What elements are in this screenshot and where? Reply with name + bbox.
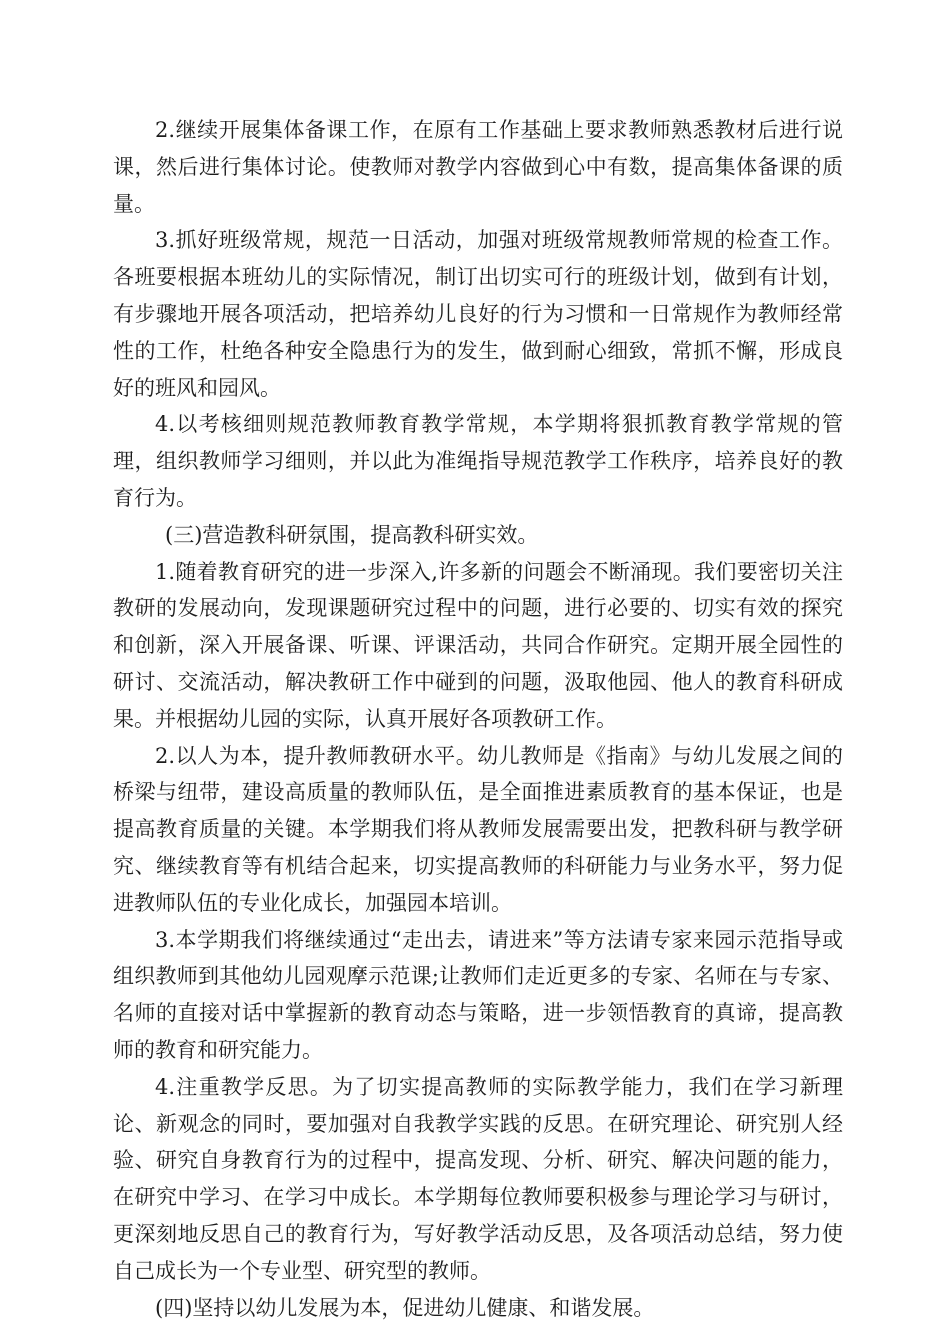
paragraph-teaching-norms: 4.以考核细则规范教师教育教学常规，本学期将狠抓教育教学常规的管理，组织教师学习细则，并以此为准绳指导规范教学工作秩序，培养良好的教育行为。 — [113, 412, 843, 510]
paragraph-teaching-reflection: 4.注重教学反思。为了切实提高教师的实际教学能力，我们在学习新理论、新观念的同时，要加强对自我教学实践的反思。在研究理论、研究别人经验、研究自身教育行为的过程中，提高发现、分析、研究、解决问题的能力，在研究中学习、在学习中成长。本学期每位教师要积极参与理论学习与研讨，更深刻地反思自己的教育行为，写好教学活动反思，及各项活动总结，努力使自己成长为一个专业型、研究型的教师。 — [113, 1074, 843, 1283]
paragraph-class-routine: 3.抓好班级常规，规范一日活动，加强对班级常规教师常规的检查工作。各班要根据本班幼儿的实际情况，制订出切实可行的班级计划，做到有计划，有步骤地开展各项活动，把培养幼儿良好的行为习惯和一日常规作为教师经常性的工作，杜绝各种安全隐患行为的发生，做到耐心细致，常抓不懈，形成良好的班风和园风。 — [113, 228, 843, 400]
document-body — [113, 112, 843, 1326]
paragraph-go-out-invite-in: 3.本学期我们将继续通过“走出去，请进来”等方法请专家来园示范指导或组织教师到其他幼儿园观摩示范课;让教师们走近更多的专家、名师在与专家、名师的直接对话中掌握新的教育动态与策略，进一步领悟教育的真谛，提高教师的教育和研究能力。 — [113, 927, 843, 1062]
section-heading-3: (三)营造教科研氛围，提高教科研实效。 — [165, 522, 539, 547]
paragraph-research-trends: 1.随着教育研究的进一步深入,许多新的问题会不断涌现。我们要密切关注教研的发展动向，发现课题研究过程中的问题，进行必要的、切实有效的探究和创新，深入开展备课、听课、评课活动，共同合作研究。定期开展全园性的研讨、交流活动，解决教研工作中碰到的问题，汲取他园、他人的教育科研成果。并根据幼儿园的实际，认真开展好各项教研工作。 — [113, 559, 843, 731]
paragraph-people-oriented: 2.以人为本，提升教师教研水平。幼儿教师是《指南》与幼儿发展之间的桥梁与纽带，建设高质量的教师队伍，是全面推进素质教育的基本保证，也是提高教育质量的关键。本学期我们将从教师发展需要出发，把教科研与教学研究、继续教育等有机结合起来，切实提高教师的科研能力与业务水平，努力促进教师队伍的专业化成长，加强园本培训。 — [113, 743, 843, 915]
paragraph-collective-lesson-prep: 2.继续开展集体备课工作，在原有工作基础上要求教师熟悉教材后进行说课，然后进行集体讨论。使教师对教学内容做到心中有数，提高集体备课的质量。 — [113, 118, 843, 216]
section-heading-4: (四)坚持以幼儿发展为本，促进幼儿健康、和谐发展。 — [155, 1295, 655, 1320]
